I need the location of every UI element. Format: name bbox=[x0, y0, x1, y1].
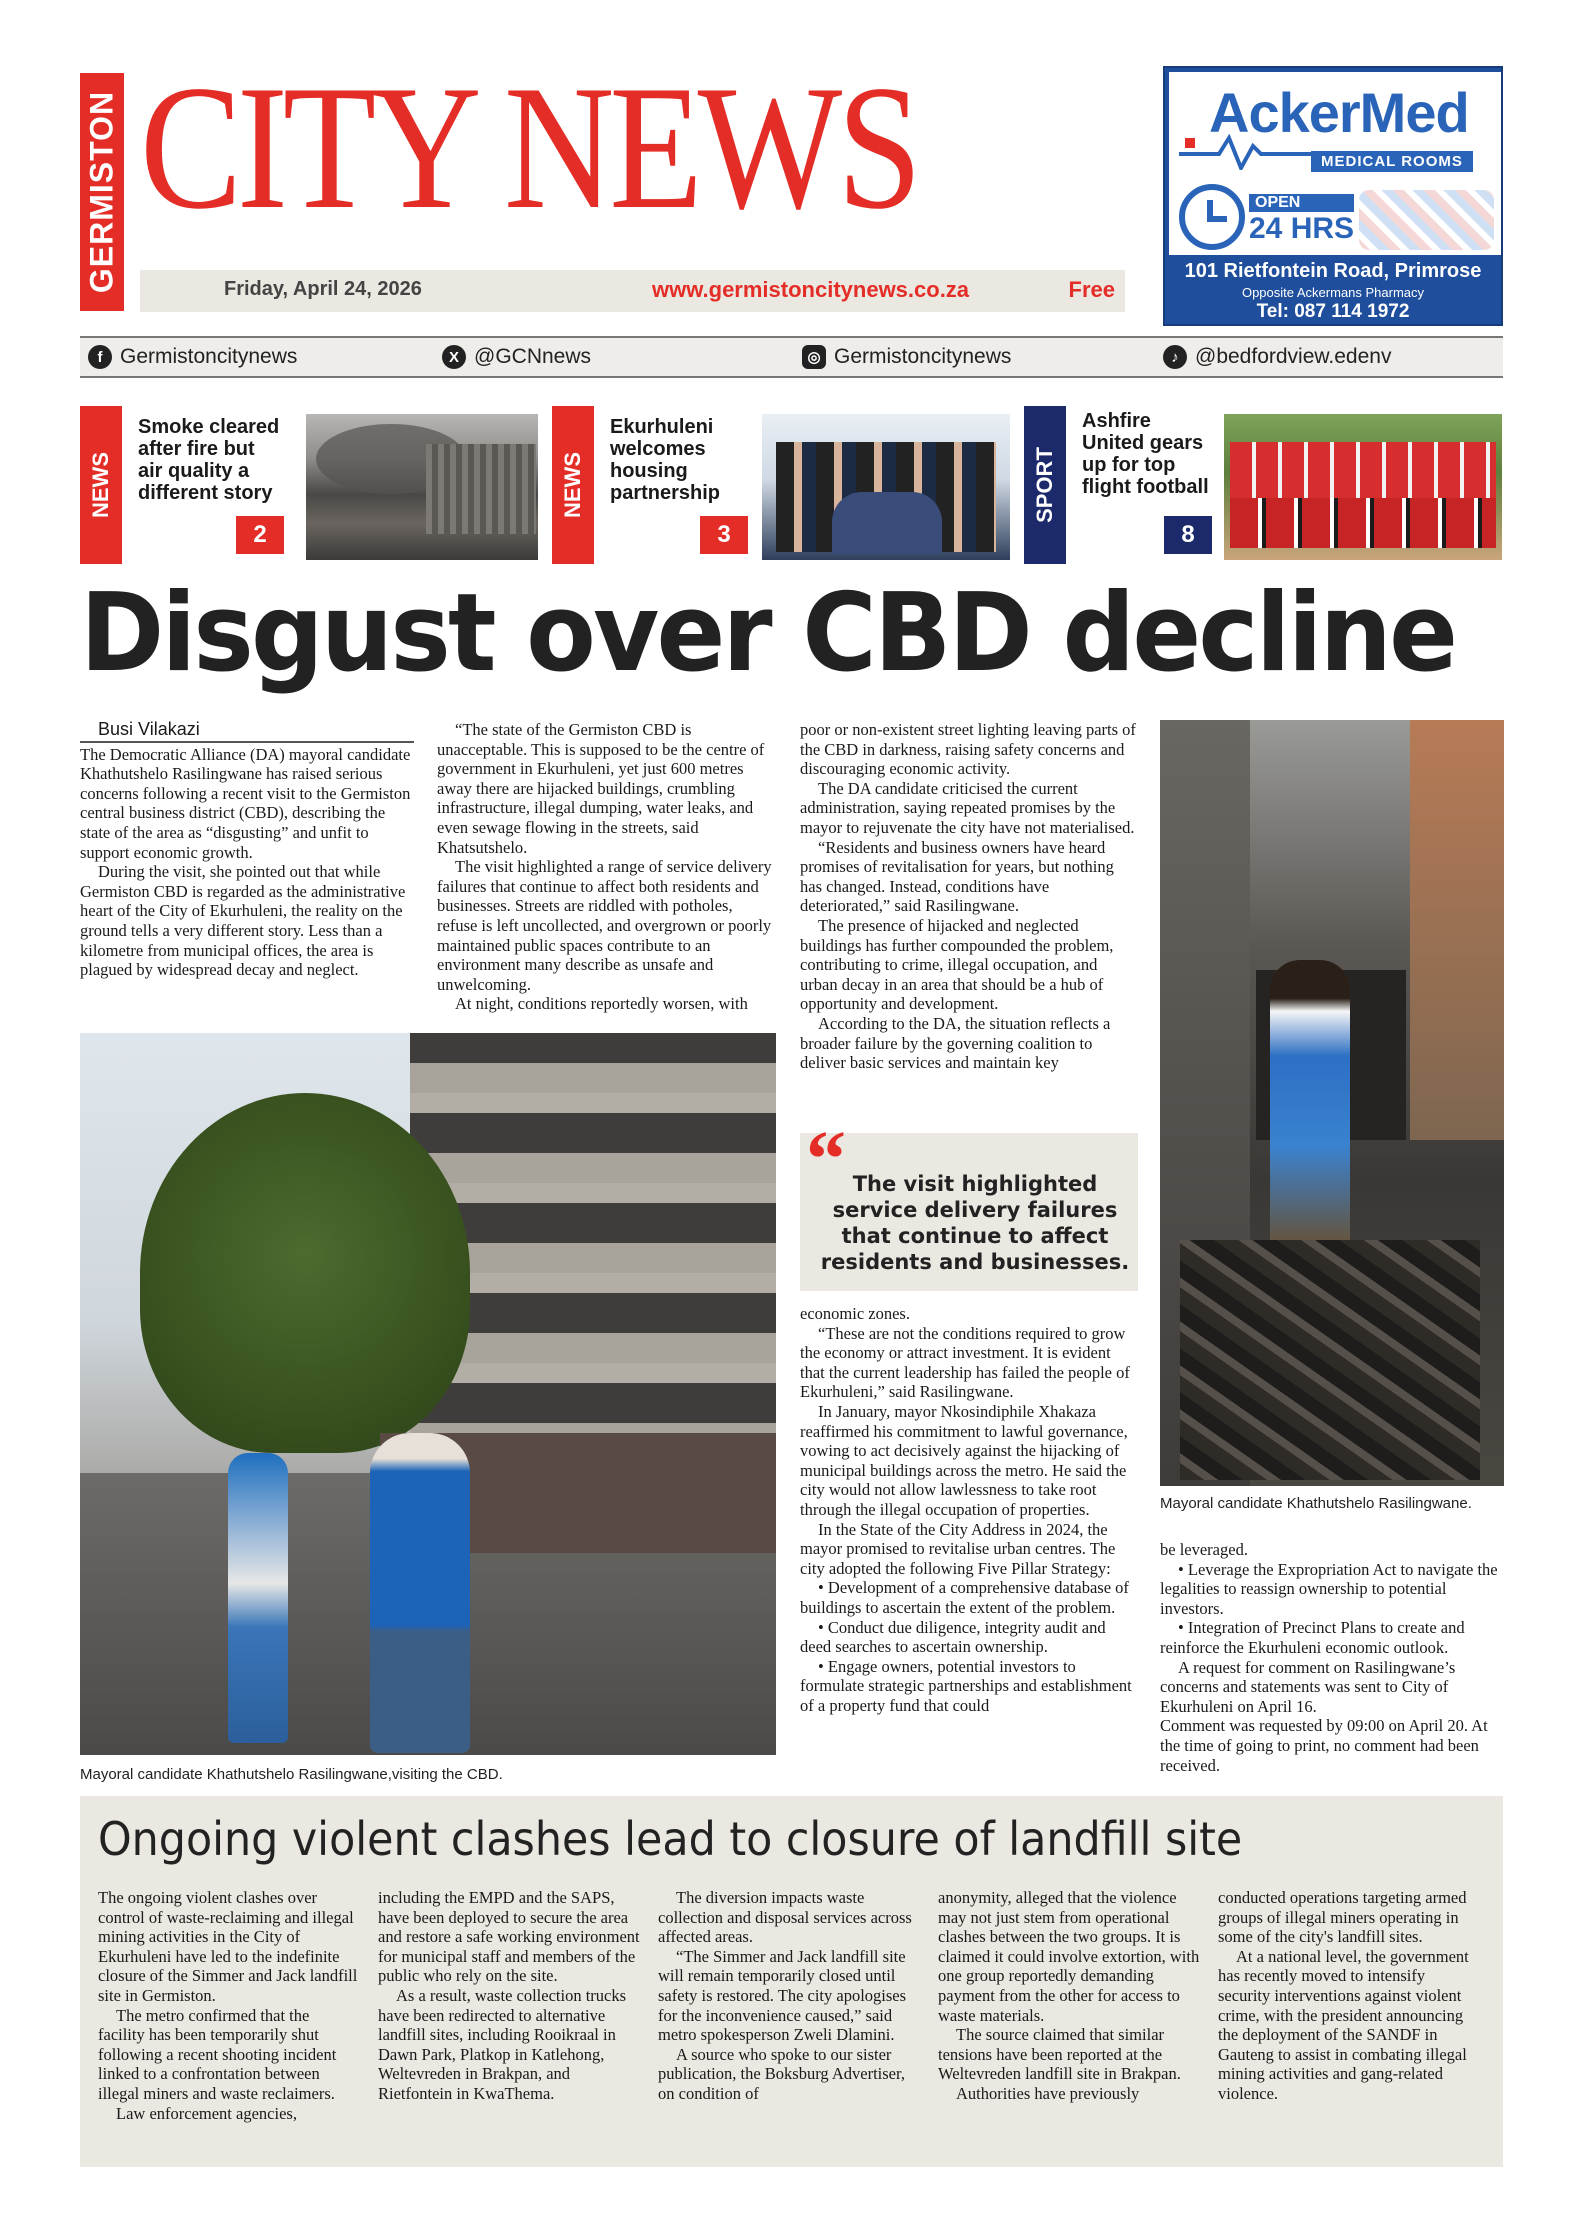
paragraph: The Democratic Alliance (DA) mayoral candidate Khathutshelo Rasilingwane has raised serious concerns following a recent visit to the Germiston central business district (CBD), describing the state of the area as “disgusting” and unfit to support economic growth. bbox=[80, 744, 411, 862]
cbd-visit-photo[interactable] bbox=[80, 1033, 776, 1755]
paragraph: A source who spoke to our sister publication, the Boksburg Advertiser, on condition of bbox=[658, 2044, 905, 2103]
teaser-housing[interactable] bbox=[552, 406, 1012, 564]
housing-photo bbox=[762, 414, 1010, 560]
social-x[interactable] bbox=[442, 345, 591, 369]
section-tab: SPORT bbox=[1024, 406, 1066, 564]
bullet-item: • Engage owners, potential investors to formulate strategic partnerships and establishment of a property fund that could bbox=[800, 1656, 1132, 1715]
bullet-item: • Leverage the Expropriation Act to navigate the legalities to reassign ownership to potential investors. bbox=[1160, 1559, 1498, 1618]
paragraph: During the visit, she pointed out that while Germiston CBD is regarded as the administrative heart of the City of Ekurhuleni, the reality on the ground tells a very different story. Less than a kilometre from municipal offices, the area is plagued by widespread decay and neglect. bbox=[80, 862, 406, 980]
paragraph: be leveraged. bbox=[1160, 1540, 1248, 1559]
football-team-photo bbox=[1224, 414, 1502, 560]
social-instagram[interactable] bbox=[802, 345, 1011, 369]
social-handle: @bedfordview.edenv bbox=[1195, 345, 1392, 368]
photo-caption-right: Mayoral candidate Khathutshelo Rasilingwane. bbox=[1160, 1495, 1472, 1512]
advert-open-hours bbox=[1249, 194, 1354, 246]
teaser-fire[interactable] bbox=[80, 406, 540, 564]
bullet-item: • Conduct due diligence, integrity audit and deed searches to ascertain ownership. bbox=[800, 1617, 1106, 1657]
paragraph: The presence of hijacked and neglected buildings has further compounded the problem, contributing to crime, illegal occupation, and urban decay in an area that should be a hub of opportunity and development. bbox=[800, 915, 1114, 1014]
main-story-col-3-bottom bbox=[800, 1304, 1136, 1715]
paragraph: The DA candidate criticised the current administration, saying repeated promises by the mayor to rejuvenate the city have not materialised. bbox=[800, 778, 1135, 837]
issue-date: Friday, April 24, 2026 bbox=[224, 278, 422, 300]
heartbeat-icon bbox=[1179, 134, 1319, 170]
page-number: 2 bbox=[236, 516, 284, 554]
clock-icon bbox=[1179, 184, 1245, 250]
paragraph: conducted operations targeting armed groups of illegal miners operating in some of the city's landfill sites. bbox=[1218, 1888, 1467, 1947]
paragraph: At night, conditions reportedly worsen, with bbox=[455, 994, 748, 1014]
facebook-icon: f bbox=[88, 345, 112, 369]
advert-top-panel bbox=[1169, 72, 1501, 255]
pull-quote bbox=[800, 1116, 1138, 1291]
paragraph: including the EMPD and the SAPS, have been deployed to secure the area and restore a safe working environment for municipal staff and members of the public who rely on the site. bbox=[378, 1888, 640, 1986]
social-bar bbox=[80, 336, 1503, 378]
section-tab: NEWS bbox=[80, 406, 122, 564]
instagram-icon: ◎ bbox=[802, 345, 826, 369]
landfill-col-3 bbox=[658, 1888, 920, 2104]
paragraph: In January, mayor Nkosindiphile Xhakaza reaffirmed his commitment to lawful governance, vowing to act decisively against the hijacking of municipal buildings across the metro. He said the city would not allow lawlessness to take root through the illegal occupation of properties. bbox=[800, 1401, 1128, 1519]
main-story-col-4 bbox=[1160, 1540, 1502, 1775]
section-tab: NEWS bbox=[552, 406, 594, 564]
paragraph: As a result, waste collection trucks have been redirected to alternative landfill sites, including Rooikraal in Dawn Park, Platkop in Katlehong, Weltevreden in Brakpan, and Rietfontein in KwaThema. bbox=[378, 1985, 627, 2103]
paragraph: anonymity, alleged that the violence may not just stem from operational clashes between the two groups. It is claimed it could involve extortion, with one group reportedly demanding payment from the other for access to waste materials. bbox=[938, 1888, 1200, 2025]
teaser-sport[interactable] bbox=[1024, 406, 1504, 564]
advert-note: Opposite Ackermans Pharmacy bbox=[1241, 285, 1425, 300]
teaser-headline: Ashfire United gears up for top flight football bbox=[1082, 410, 1209, 498]
paragraph: A request for comment on Rasilingwane’s concerns and statements was sent to City of Ekurhuleni on April 16. bbox=[1160, 1657, 1456, 1716]
main-story-col-2 bbox=[437, 720, 773, 1014]
landfill-col-1 bbox=[98, 1888, 360, 2123]
date-band bbox=[140, 270, 1125, 312]
paragraph: Authorities have previously bbox=[956, 2083, 1140, 2103]
social-handle: Germistoncitynews bbox=[834, 345, 1012, 368]
advert-brand: AckerMed bbox=[1209, 81, 1469, 144]
hours-label: 24 HRS bbox=[1249, 212, 1355, 245]
masthead-side-label: GERMISTON bbox=[80, 73, 124, 311]
page-number: 3 bbox=[700, 516, 748, 554]
paragraph: Law enforcement agencies, bbox=[116, 2103, 297, 2123]
paragraph: In the State of the City Address in 2024, the mayor promised to revitalise urban centres. The city adopted the following Five Pillar Strategy: bbox=[800, 1519, 1116, 1578]
advert-subtitle: MEDICAL ROOMS bbox=[1311, 151, 1473, 172]
social-handle: Germistoncitynews bbox=[120, 345, 298, 368]
social-facebook[interactable] bbox=[88, 345, 297, 369]
bullet-item: • Integration of Precinct Plans to create and reinforce the Ekurhuleni economic outlook. bbox=[1160, 1618, 1465, 1657]
main-story-col-3-top bbox=[800, 720, 1136, 1073]
paragraph: “The state of the Germiston CBD is unacceptable. This is supposed to be the centre of government in Ekurhuleni, yet just 600 metres away there are hijacked buildings, crumbling infrastructure, illegal dumping, water leaks, and even sewage flowing in the streets, said Khatsutshelo. bbox=[437, 720, 765, 857]
website-link[interactable]: www.germistoncitynews.co.za bbox=[652, 277, 970, 302]
paragraph: economic zones. bbox=[800, 1304, 910, 1323]
landfill-col-5 bbox=[1218, 1888, 1480, 2104]
paragraph: According to the DA, the situation reflects a broader failure by the governing coalition to deliver basic services and maintain key bbox=[800, 1013, 1111, 1073]
page-number: 8 bbox=[1164, 516, 1212, 554]
pull-quote-text: The visit highlighted service delivery failures that continue to affect residents and businesses. bbox=[820, 1172, 1130, 1274]
building-interior-photo[interactable] bbox=[1160, 720, 1504, 1486]
social-handle: @GCNnews bbox=[474, 345, 592, 368]
bullet-item: • Development of a comprehensive database of buildings to ascertain the extent of the problem. bbox=[800, 1578, 1129, 1617]
paragraph: “These are not the conditions required to grow the economy or attract investment. It is evident that the current leadership has failed the people of Ekurhuleni,” said Rasilingwane. bbox=[800, 1323, 1130, 1402]
advert-phone[interactable]: Tel: 087 114 1972 bbox=[1256, 301, 1410, 322]
x-icon: X bbox=[442, 345, 466, 369]
landfill-story bbox=[80, 1796, 1503, 2167]
paragraph: The metro confirmed that the facility has been temporarily shut following a recent shooting incident linked to a confrontation between illegal miners and waste reclaimers. bbox=[98, 2005, 337, 2103]
masthead-title[interactable]: CITY NEWS bbox=[140, 48, 917, 246]
teaser-headline: Ekurhuleni welcomes housing partnership bbox=[610, 416, 721, 504]
paragraph: The ongoing violent clashes over control of waste-reclaiming and illegal mining activities in the City of Ekurhuleni have led to the indefinite closure of the Simmer and Jack landfill site in Germiston. bbox=[98, 1888, 358, 2005]
main-headline[interactable]: Disgust over CBD decline bbox=[80, 571, 1456, 696]
quote-mark-icon: “ bbox=[806, 1116, 846, 1204]
paragraph: Comment was requested by 09:00 on April 20. At the time of going to print, no comment had been received. bbox=[1160, 1716, 1488, 1775]
social-tiktok[interactable] bbox=[1163, 345, 1391, 369]
tiktok-icon: ♪ bbox=[1163, 345, 1187, 369]
paragraph: poor or non-existent street lighting leaving parts of the CBD in darkness, raising safety concerns and discouraging economic activity. bbox=[800, 720, 1136, 779]
paragraph: “The Simmer and Jack landfill site will remain temporarily closed until safety is restored. The city apologises for the inconvenience caused,” said metro spokesperson Zweli Dlamini. bbox=[658, 1946, 907, 2045]
paragraph: At a national level, the government has recently moved to intensify security interventions against violent crime, with the president announcing the deployment of the SANDF in Gauteng to assist in combating illegal mining activities and gang-related violence. bbox=[1218, 1946, 1469, 2103]
paragraph: The diversion impacts waste collection and disposal services across affected areas. bbox=[658, 1888, 912, 1947]
pills-image bbox=[1359, 190, 1494, 250]
landfill-col-4 bbox=[938, 1888, 1200, 2104]
landfill-col-2 bbox=[378, 1888, 640, 2104]
price-label: Free bbox=[1068, 277, 1115, 302]
paragraph: The source claimed that similar tensions have been reported at the Weltevreden landfill site in Brakpan. bbox=[938, 2025, 1181, 2084]
open-label: OPEN bbox=[1249, 194, 1354, 212]
fire-photo bbox=[306, 414, 538, 560]
photo-caption-left: Mayoral candidate Khathutshelo Rasilingwane,visiting the CBD. bbox=[80, 1766, 503, 1783]
paragraph: “Residents and business owners have heard promises of revitalisation for years, but nothing has changed. Instead, conditions have deteriorated,” said Rasilingwane. bbox=[800, 837, 1114, 916]
ackermed-advert[interactable] bbox=[1163, 66, 1503, 326]
paragraph: The visit highlighted a range of service delivery failures that continue to affect both residents and businesses. Streets are riddled with potholes, refuse is left uncollected, and overgrown or poorly maintained public spaces contribute to an environment many describe as unsafe and unwelcoming. bbox=[437, 857, 772, 994]
landfill-headline[interactable]: Ongoing violent clashes lead to closure of landfill site bbox=[98, 1812, 1243, 1866]
byline: Busi Vilakazi bbox=[80, 720, 414, 743]
advert-address: 101 Rietfontein Road, Primrose bbox=[1184, 260, 1482, 282]
teaser-headline: Smoke cleared after fire but air quality a different story bbox=[138, 416, 280, 504]
main-story-col-1 bbox=[80, 720, 414, 980]
